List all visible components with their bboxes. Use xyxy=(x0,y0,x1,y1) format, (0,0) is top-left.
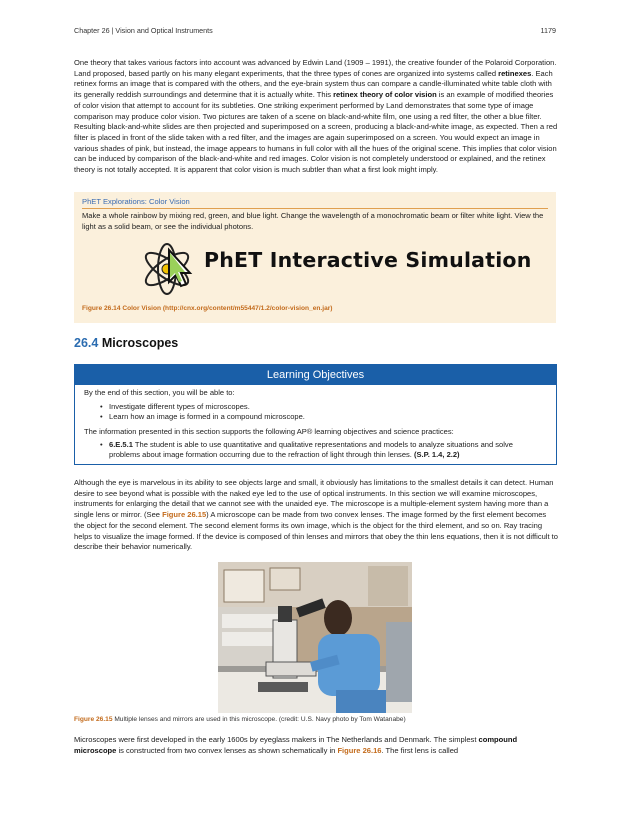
phet-title: PhET Explorations: Color Vision xyxy=(82,197,190,206)
ap-objectives-intro: The information presented in this section supports the following AP® learning objectives and science practices: xyxy=(84,427,454,436)
bullet: • xyxy=(100,402,103,411)
text-run: . Each retinex forms an image that is compared with the others, and the eye-brain system thus can compare a candle-illuminated white table cloth with its generally reddish surroundings and determine that it is actually white. This xyxy=(74,68,553,100)
objective-item: Learn how an image is formed in a compound microscope. xyxy=(109,412,305,421)
phet-logo-text: PhET Interactive Simulation xyxy=(204,248,532,272)
phet-exploration-box xyxy=(74,192,556,323)
section-number: 26.4 xyxy=(74,336,99,350)
text-run: The student is able to use quantitative and qualitative representations and models to analyze situations and solve problems about image formation occurring due to the refraction of light through thin lenses. xyxy=(109,440,513,459)
text-run: is constructed from two convex lenses as shown schematically in xyxy=(116,745,338,755)
learning-objectives-heading: Learning Objectives xyxy=(75,365,556,385)
figure-link-26-16[interactable]: Figure 26.16 xyxy=(337,745,382,755)
figure-link-26-15[interactable]: Figure 26.15 xyxy=(162,510,207,520)
term-retinex-theory: retinex theory of color vision xyxy=(333,90,437,100)
section-title: Microscopes xyxy=(101,336,179,350)
text-run: ) A microscope can be made from two convex lenses. The image formed by the first element becomes the object for the second element. The second element forms its own image, which is the object for the third element, and so on. Ray tracing helps to visualize the image formed. If the device is composed of thin lenses and mirrors that obey the thin lens equations, then it is not difficult to describe their behavior numerically. xyxy=(74,510,558,552)
figure-caption-26-15 xyxy=(74,716,406,723)
microscope-photo-illustration xyxy=(218,562,412,713)
phet-atom-cursor-icon xyxy=(139,240,199,298)
divider xyxy=(82,208,548,209)
final-paragraph xyxy=(74,735,558,756)
microscope-paragraph xyxy=(74,478,558,553)
caption-text: Multiple lenses and mirrors are used in this microscope. (credit: U.S. Navy photo by Tom Watanabe) xyxy=(112,716,406,723)
science-practice: (S.P. 1.4, 2.2) xyxy=(413,450,460,459)
figure-label: Figure 26.15 xyxy=(74,716,113,723)
intro-paragraph xyxy=(74,58,558,176)
page-header xyxy=(74,26,556,35)
objectives-intro: By the end of this section, you will be able to: xyxy=(84,388,235,397)
ap-objective-code: 6.E.5.1 xyxy=(109,440,133,449)
microscope-photo xyxy=(218,562,412,713)
ap-objective-item xyxy=(109,440,539,460)
section-heading xyxy=(74,336,178,350)
bullet: • xyxy=(100,412,103,421)
phet-description: Make a whole rainbow by mixing red, green, and blue light. Change the wavelength of a monochromatic beam or filter white light. View the light as a solid beam, or see the individual photons. xyxy=(82,211,544,231)
learning-objectives-box xyxy=(74,364,557,465)
text-run: Although the eye is marvelous in its ability to see objects large and small, it obviously has limitations to the smallest details it can detect. Human desire to see beyond what is possible with the naked eye led to the use of optical instruments. In this section we will examine microscopes, instruments for enlarging the detail that we cannot see with the unaided eye. The microscope is a multiple-element system having more than a single lens or mirror. (See xyxy=(74,478,554,520)
figure-caption-26-14: Figure 26.14 Color Vision (http://cnx.org/content/m55447/1.2/color-vision_en.jar) xyxy=(82,305,333,312)
term-compound-microscope: compound microscope xyxy=(74,735,518,755)
text-run: One theory that takes various factors into account was advanced by Edwin Land (1909 – 1991), the creative founder of the Polaroid Corporation. Land proposed, based partly on his many elegant experiments, that the three types of cones are organized into systems called xyxy=(74,58,557,78)
text-run: . The first lens is called xyxy=(381,745,459,755)
page-number: 1179 xyxy=(540,26,556,35)
text-run: Microscopes were first developed in the early 1600s by eyeglass makers in The Netherlands and Denmark. The simplest xyxy=(74,735,479,744)
bullet: • xyxy=(100,440,103,449)
text-run: is an example of modified theories of color vision that attempt to account for its subtleties. One striking experiment performed by Land demonstrates that some type of image comparison may produce color vision. Two pictures are taken of a scene on black-and-white film, one using a red filter, the other a blue filter. Resulting black-and-white slides are then projected and superimposed on a screen, producing a black-and-white image, as expected. Then a red filter is placed in front of the slide taken with a red filter, and the images are again superimposed on a screen. You would expect an image in various shades of pink, but instead, the image appears to humans in full color with all the hues of the original scene. This implies that color vision can be induced by comparison of the black-and-white and red images. Color vision is not completely understood or explained, and the retinex theory is not totally accepted. It is apparent that color vision is much subtler than what a first look might imply. xyxy=(74,90,558,175)
term-retinexes: retinexes xyxy=(498,68,532,78)
phet-simulation-link[interactable] xyxy=(139,240,532,298)
objective-item: Investigate different types of microscopes. xyxy=(109,402,250,411)
chapter-title: Chapter 26 | Vision and Optical Instruments xyxy=(74,26,213,35)
